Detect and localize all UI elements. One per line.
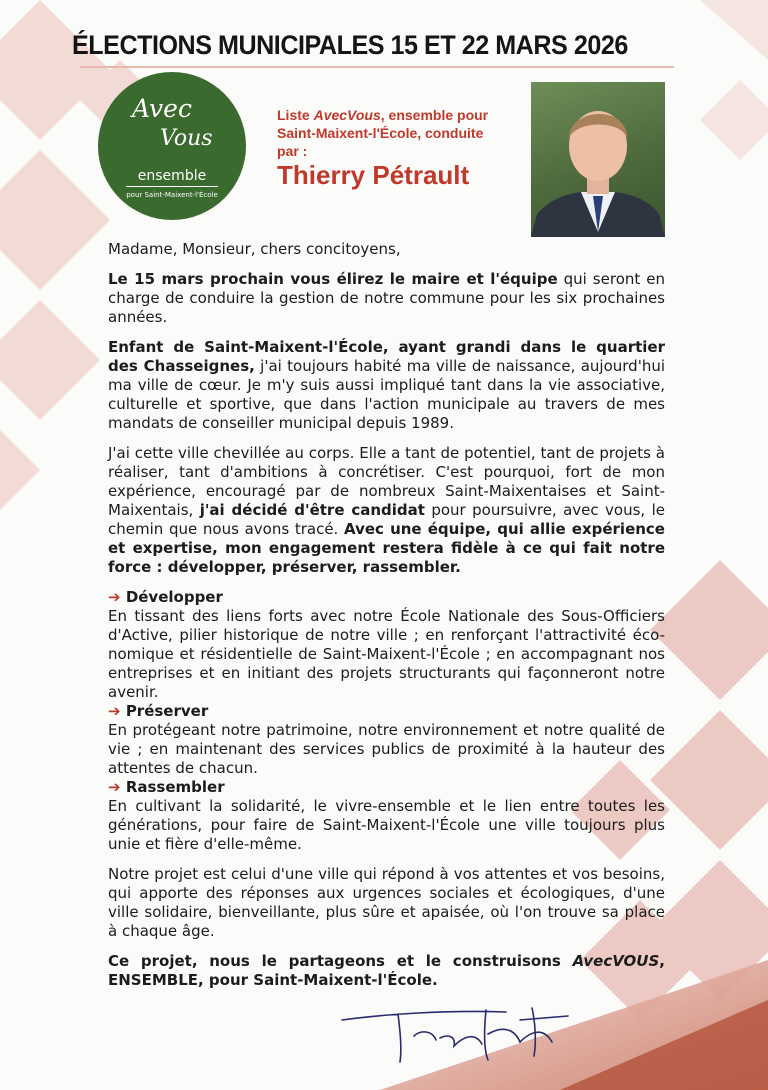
section-title: Développer [125, 588, 223, 606]
logo-underline [126, 186, 218, 187]
p2-rest: j'ai toujours habité ma ville de naissance, aujourd'hui ma ville de cœur. Je m'y suis aussi impliqué tant dans la vie associative, culturelle et sportive, que dans l'action municipale au travers de mes mandats de conseiller municipal depuis 1989. [108, 357, 665, 432]
section-title: Préserver [125, 702, 209, 720]
arrow-right-icon: ➔ [108, 702, 121, 720]
handwritten-signature [336, 990, 576, 1070]
title-divider [80, 66, 674, 68]
p2-bold: Enfant de Saint-Maixent-l'École, ayant grandi dans le quartier des Chasseignes, [108, 338, 665, 375]
list-name: AvecVous [313, 107, 381, 123]
paragraph-candidacy [108, 444, 665, 577]
section-rassembler-title [108, 778, 665, 797]
section-developper-text: En tissant des liens forts avec notre École Nationale des Sous-Officiers d'Active, pilier historique de notre ville ; en renforçant l'attractivité éco-nomique et résidentielle de Saint-Maixent-l'École ; en accompagnant nos entreprises et en initiant des projets structurants qui façonneront notre avenir. [108, 607, 665, 701]
portrait-illustration [531, 82, 665, 237]
paragraph-election [108, 270, 665, 327]
logo-ensemble-text: ensemble [137, 168, 207, 184]
section-preserver-title [108, 702, 665, 721]
list-prefix: Liste [277, 107, 314, 123]
candidate-name: Thierry Pétrault [277, 160, 470, 190]
section-rassembler-text: En cultivant la solidarité, le vivre-ensemble et le lien entre toutes les générations, pour faire de Saint-Maixent-l'École une ville toujours plus unie et fière d'elle-même. [108, 797, 665, 853]
p3-part-a: J'ai cette ville chevillée au corps. Elle a tant de potentiel, tant de projets à réaliser, tant d'ambitions à concrétiser. C'est pourquoi, fort de mon expérience, encouragé par de nombreux Saint-Maixentaises et Saint-Maixentais, [108, 444, 665, 519]
logo-avec-text: Avec [132, 94, 192, 123]
closing-part-a: Ce projet, nous le partageons et le construisons [108, 952, 573, 970]
p1-rest: qui seront en charge de conduire la gestion de notre commune pour les six prochaines années. [108, 270, 665, 326]
p3-bold-1: j'ai décidé d'être candidat [199, 501, 425, 519]
arrow-right-icon: ➔ [108, 588, 121, 606]
p3-part-b: pour poursuivre, avec vous, le chemin que nous avons tracé. [108, 501, 665, 538]
p3-bold-2: Avec une équipe, qui allie expérience et expertise, mon engagement restera fidèle à ce qui fait notre force : développer, préserver, rassembler. [108, 520, 665, 576]
candidate-photo [531, 82, 665, 237]
avecvous-logo [98, 72, 246, 220]
logo-place-text: pour Saint-Maixent-l'École [126, 191, 218, 199]
section-developper-title [108, 588, 665, 607]
list-suffix: , ensemble pour Saint-Maixent-l'École, conduite par : [277, 107, 489, 159]
p1-bold: Le 15 mars prochain vous élirez le maire et l'équipe [108, 270, 558, 288]
closing-part-b: , ENSEMBLE, pour Saint-Maixent-l'École. [108, 952, 665, 989]
salutation: Madame, Monsieur, chers concitoyens, [108, 240, 401, 258]
closing-brand: AvecVOUS [572, 952, 660, 970]
election-title: ÉLECTIONS MUNICIPALES 15 ET 22 MARS 2026 [72, 30, 628, 60]
list-intro [277, 106, 507, 160]
arrow-right-icon: ➔ [108, 778, 121, 796]
closing-statement [108, 952, 665, 990]
section-title: Rassembler [125, 778, 225, 796]
letter-body [108, 240, 665, 1001]
section-preserver-text: En protégeant notre patrimoine, notre environnement et notre qualité de vie ; en maintenant des services publics de proximité à la hauteur des attentes de chacun. [108, 721, 665, 777]
paragraph-background [108, 338, 665, 433]
paragraph-project: Notre projet est celui d'une ville qui répond à vos attentes et vos besoins, qui apporte des réponses aux urgences sociales et écologiques, d'une ville solidaire, bienveillante, plus sûre et apaisée, où l'on trouve sa place à chaque âge. [108, 865, 665, 940]
logo-vous-text: Vous [160, 126, 213, 151]
